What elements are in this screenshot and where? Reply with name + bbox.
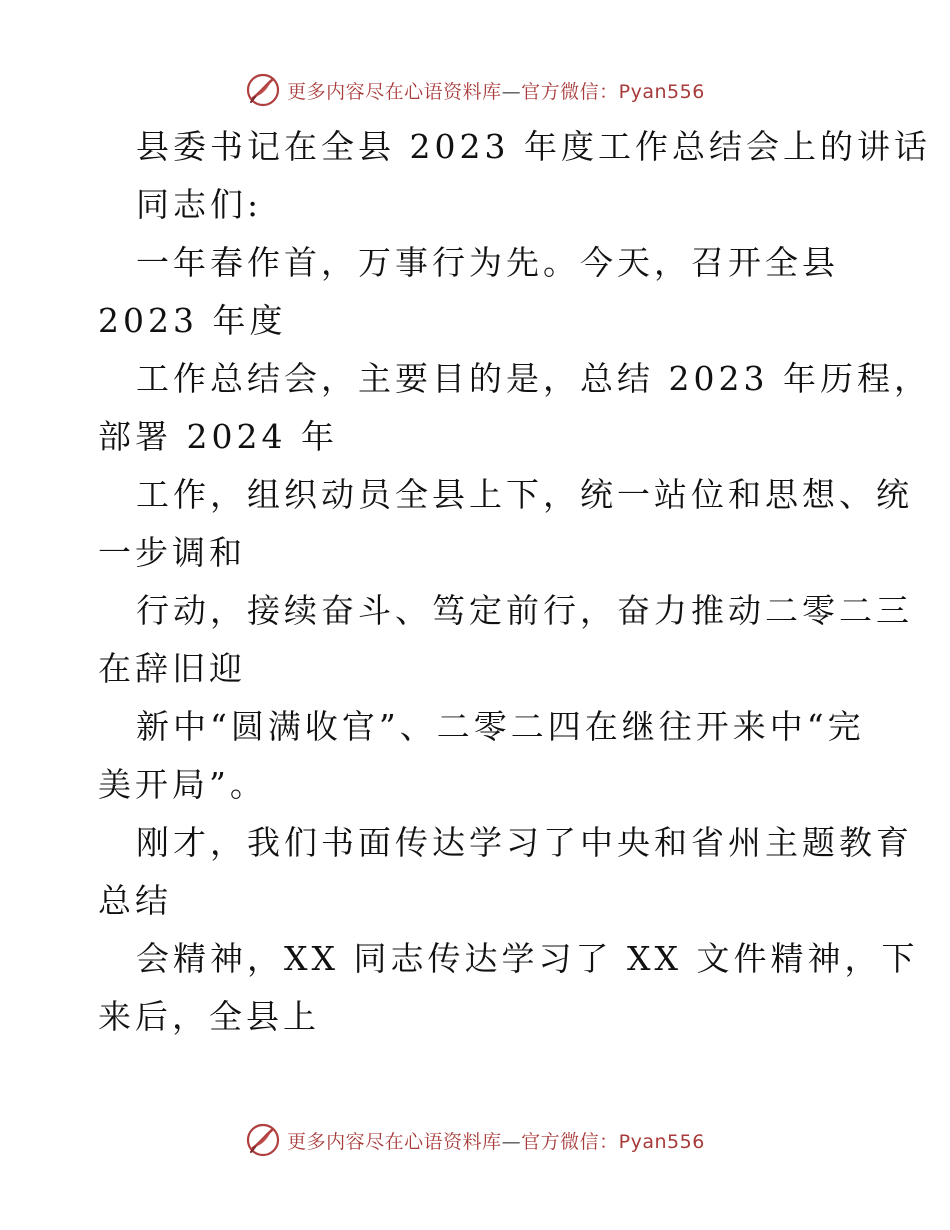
- paragraph-line: 部署 2024 年: [98, 417, 338, 456]
- document-title: 县委书记在全县 2023 年度工作总结会上的讲话: [136, 127, 931, 166]
- banner-main-text: 更多内容尽在心语资料库: [287, 1130, 502, 1153]
- document-body: [98, 118, 931, 1046]
- paragraph-line: 一年春作首，万事行为先。今天，召开全县: [136, 243, 839, 282]
- banner-text: [287, 1127, 705, 1154]
- banner-wechat-text: 官方微信：Pyan556: [521, 80, 705, 103]
- paragraph-line: 行动，接续奋斗、笃定前行，奋力推动二零二三: [136, 591, 913, 630]
- paragraph-line: 新中“圆满收官”、二零二四在继往开来中“完: [136, 707, 865, 746]
- banner-wechat-text: 官方微信：Pyan556: [521, 1130, 705, 1153]
- paragraph-line: 一步调和: [98, 533, 246, 572]
- banner-separator: —: [501, 1130, 522, 1153]
- paragraph-line: 来后，全县上: [98, 997, 320, 1036]
- paragraph-line: 在辞旧迎: [98, 649, 246, 688]
- quill-logo-icon: [245, 72, 281, 108]
- paragraph-line: 2023 年度: [98, 301, 287, 340]
- paragraph-line: 会精神，XX 同志传达学习了 XX 文件精神，下: [136, 939, 919, 978]
- footer-banner: [0, 1120, 950, 1160]
- paragraph-line: 工作总结会，主要目的是，总结 2023 年历程，: [136, 359, 931, 398]
- header-banner: [0, 70, 950, 110]
- paragraph-line: 刚才，我们书面传达学习了中央和省州主题教育: [136, 823, 913, 862]
- paragraph-line: 总结: [98, 881, 172, 920]
- banner-text: [287, 77, 705, 104]
- quill-logo-icon: [245, 1122, 281, 1158]
- paragraph-line: 工作，组织动员全县上下，统一站位和思想、统: [136, 475, 913, 514]
- banner-main-text: 更多内容尽在心语资料库: [287, 80, 502, 103]
- banner-separator: —: [501, 80, 522, 103]
- salutation: 同志们:: [136, 185, 263, 224]
- paragraph-line: 美开局”。: [98, 765, 267, 804]
